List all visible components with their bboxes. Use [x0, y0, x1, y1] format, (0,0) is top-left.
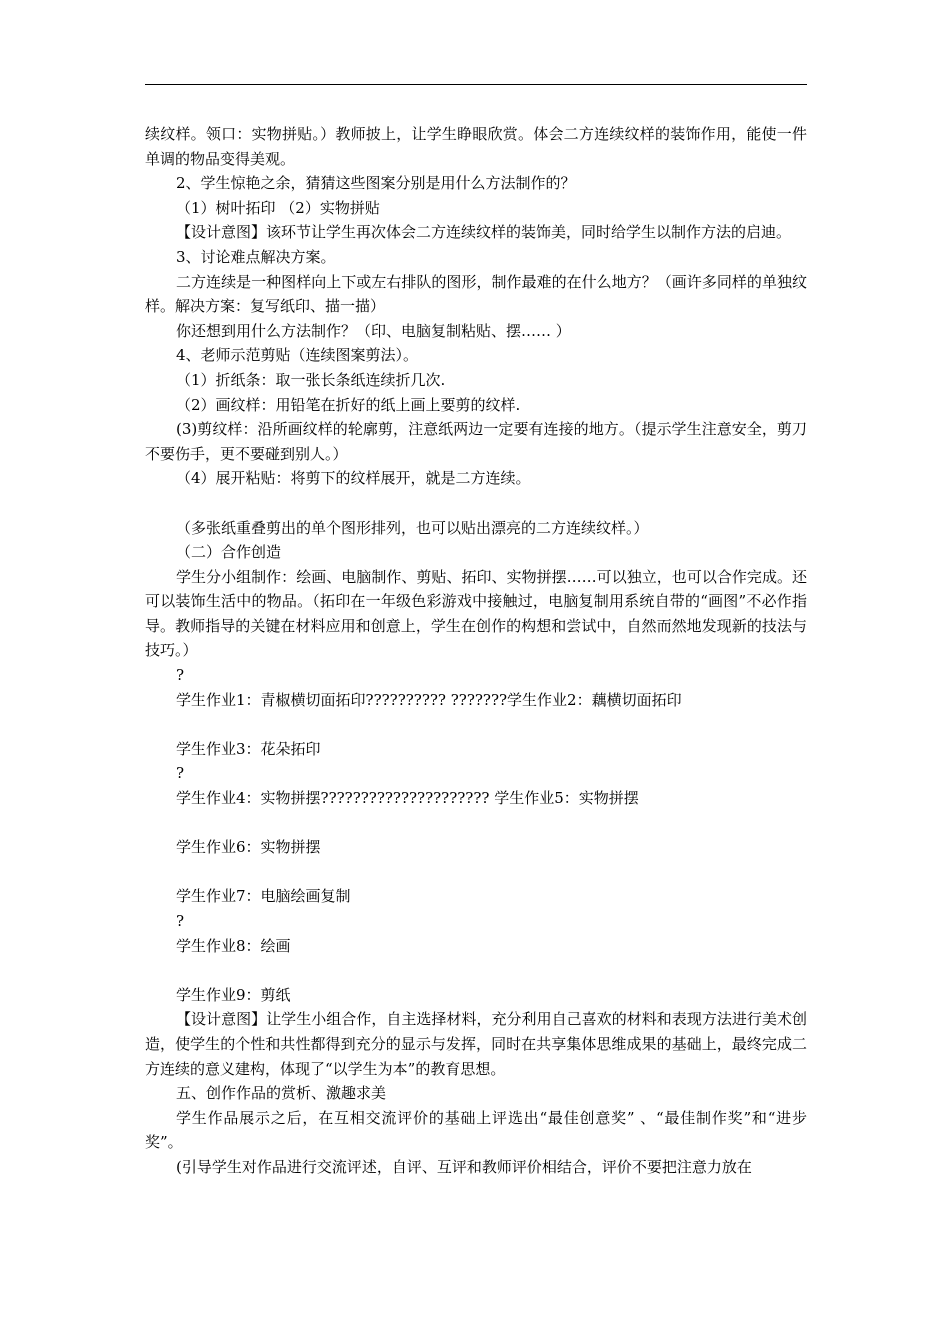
paragraph: 学生分小组制作：绘画、电脑制作、剪贴、拓印、实物拼摆……可以独立，也可以合作完成。还可以装饰生活中的物品。（拓印在一年级色彩游戏中接触过，电脑复制用系统自带的“画图”不必作指导。教师指导的关键在材料应用和创意上，学生在创作的构想和尝试中，自然而然地发现新的技法与技巧。）: [145, 567, 807, 660]
section-heading: 五、创作作品的赏析、激趣求美: [176, 1084, 387, 1103]
paragraph: (3)剪纹样：沿所画纹样的轮廓剪，注意纸两边一定要有连接的地方。（提示学生注意安全，剪刀不要伤手，更不要碰到别人。）: [145, 420, 807, 463]
student-work-caption: 学生作业1：青椒横切面拓印?????????? ???????学生作业2：藕横切面拓印: [176, 690, 682, 709]
paragraph: 4、老师示范剪贴（连续图案剪法）。: [176, 346, 419, 365]
student-work-caption: 学生作业6：实物拼摆: [176, 838, 321, 857]
paragraph: 续纹样。领口：实物拼贴。）教师披上，让学生睁眼欣赏。体会二方连续纹样的装饰作用，能使一件单调的物品变得美观。: [145, 125, 807, 168]
student-work-caption: 学生作业4：实物拼摆????????????????????? 学生作业5：实物拼摆: [176, 789, 639, 808]
paragraph: 你还想到用什么方法制作？（印、电脑复制粘贴、摆…… ）: [176, 321, 571, 340]
paragraph: 学生作品展示之后，在互相交流评价的基础上评选出“最佳创意奖” 、“最佳制作奖”和“进步奖”。: [145, 1108, 807, 1152]
placeholder-mark: ?: [176, 912, 185, 930]
student-work-caption: 学生作业7：电脑绘画复制: [176, 887, 351, 906]
paragraph: 2、学生惊艳之余，猜猜这些图案分别是用什么方法制作的？: [176, 174, 576, 193]
header-rule: [145, 84, 807, 85]
paragraph: 3、讨论难点解决方案。: [176, 247, 336, 266]
paragraph: （4）展开粘贴：将剪下的纹样展开，就是二方连续。: [176, 469, 531, 488]
design-intent-paragraph: 【设计意图】该环节让学生再次体会二方连续纹样的装饰美，同时给学生以制作方法的启迪。: [176, 223, 792, 242]
paragraph: （1）折纸条：取一张长条纸连续折几次.: [176, 370, 446, 389]
placeholder-mark: ?: [176, 666, 185, 685]
placeholder-mark: ?: [176, 764, 185, 783]
student-work-caption: 学生作业8：绘画: [176, 936, 291, 955]
section-heading: （二）合作创造: [176, 543, 282, 562]
paragraph: （2）画纹样：用铅笔在折好的纸上画上要剪的纹样.: [176, 395, 521, 414]
blank-line: [145, 712, 807, 737]
student-work-caption: 学生作业9：剪纸: [176, 985, 291, 1004]
blank-line: [145, 958, 807, 983]
document-body: [145, 122, 807, 1180]
design-intent-paragraph: 【设计意图】让学生小组合作，自主选择材料，充分利用自己喜欢的材料和表现方法进行美术创造，使学生的个性和共性都得到充分的显示与发挥，同时在共享集体思维成果的基础上，最终完成二方连续的意义建构，体现了“以学生为本”的教育思想。: [145, 1010, 807, 1078]
blank-line: [145, 860, 807, 885]
student-work-caption: 学生作业3：花朵拓印: [176, 739, 321, 758]
paragraph: (引导学生对作品进行交流评述，自评、互评和教师评价相结合，评价不要把注意力放在: [176, 1157, 752, 1176]
paragraph: （1）树叶拓印 （2）实物拼贴: [176, 198, 380, 217]
paragraph: 二方连续是一种图样向上下或左右排队的图形，制作最难的在什么地方？（画许多同样的单独纹样。解决方案：复写纸印、描一描）: [145, 272, 807, 316]
blank-line: [145, 491, 807, 516]
paragraph: （多张纸重叠剪出的单个图形排列，也可以贴出漂亮的二方连续纹样。）: [176, 518, 649, 537]
blank-line: [145, 811, 807, 836]
